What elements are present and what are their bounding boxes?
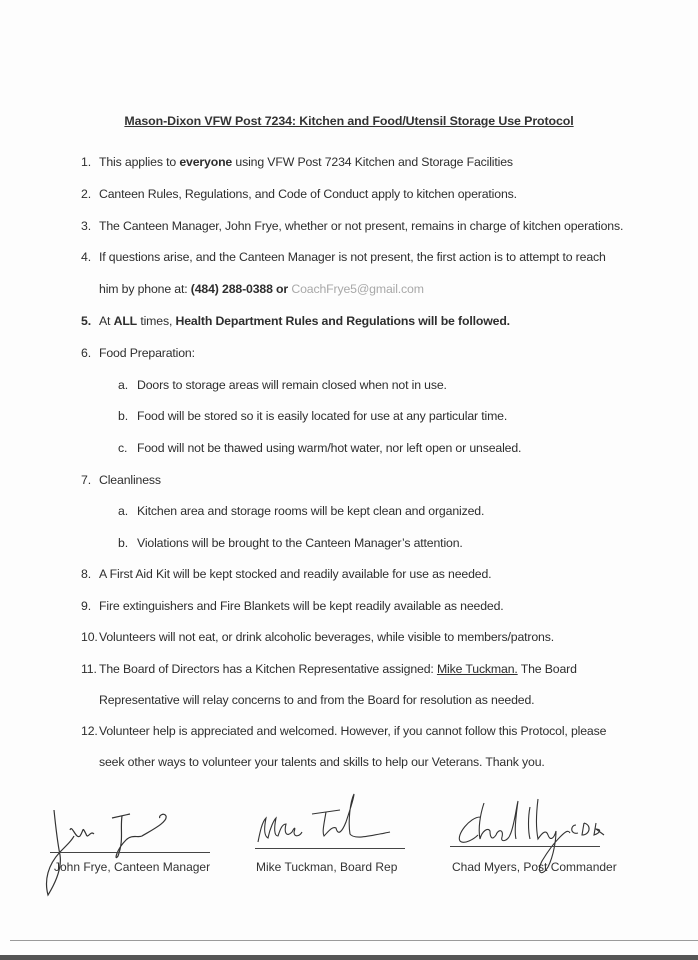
item-number: 1. [81, 155, 91, 169]
item-text: using VFW Post 7234 Kitchen and Storage Facilities [232, 155, 513, 169]
item-number: 4. [81, 250, 91, 264]
item-text: The Board [517, 662, 577, 676]
sub-item-letter: a. [118, 378, 128, 392]
signature-mike-tuckman [250, 792, 410, 852]
list-item-4-continuation [99, 282, 424, 296]
signature-line-2 [255, 848, 405, 849]
item-number: 6. [81, 346, 91, 360]
signature-john-frye [42, 800, 212, 900]
sub-item-text: Food will not be thawed using warm/hot water, nor left open or unsealed. [137, 441, 522, 455]
signature-line-3 [450, 846, 600, 847]
item-text: A First Aid Kit will be kept stocked and readily available for use as needed. [99, 567, 492, 581]
list-item-11-continuation [99, 693, 534, 707]
item-number: 7. [81, 473, 91, 487]
signature-label-board-rep: Mike Tuckman, Board Rep [256, 860, 398, 874]
item-bold-text: Health Department Rules and Regulations will be followed. [175, 314, 510, 328]
sub-item-text: Doors to storage areas will remain closed when not in use. [137, 378, 447, 392]
item-text: Representative will relay concerns to and from the Board for resolution as needed. [99, 693, 535, 707]
item-text: This applies to [99, 155, 180, 169]
item-number: 3. [81, 219, 91, 233]
item-number: 9. [81, 599, 91, 613]
item-text: Cleanliness [99, 473, 161, 487]
item-number: 11. [81, 662, 97, 676]
sub-item-text: Violations will be brought to the Canteen Manager’s attention. [137, 536, 463, 550]
item-text: seek other ways to volunteer your talents and skills to help our Veterans. Thank you. [99, 755, 545, 769]
item-number: 10. [81, 630, 98, 644]
signature-label-canteen-manager: John Frye, Canteen Manager [54, 860, 211, 874]
sub-item-text: Food will be stored so it is easily located for use at any particular time. [137, 409, 508, 423]
representative-name: Mike Tuckman. [436, 662, 518, 676]
item-text: Canteen Rules, Regulations, and Code of Conduct apply to kitchen operations. [99, 187, 517, 201]
item-number: 8. [81, 567, 91, 581]
footer-rule [10, 940, 698, 941]
item-text: The Canteen Manager, John Frye, whether or not present, remains in charge of kitchen operations. [99, 219, 624, 233]
item-number: 2. [81, 187, 91, 201]
item-text: Food Preparation: [99, 346, 195, 360]
document-title: Mason-Dixon VFW Post 7234: Kitchen and Food/Utensil Storage Use Protocol [124, 114, 574, 128]
sub-item-letter: b. [118, 409, 128, 423]
item-text: At [99, 314, 114, 328]
sub-item-text: Kitchen area and storage rooms will be kept clean and organized. [137, 504, 485, 518]
phone-number: (484) 288-0388 or [190, 282, 289, 296]
item-number: 5. [81, 314, 91, 328]
item-bold-text: ALL [113, 314, 138, 328]
scan-edge [0, 955, 698, 960]
item-number: 12. [81, 724, 98, 738]
item-text: If questions arise, and the Canteen Manager is not present, the first action is to attempt to reach [99, 250, 606, 264]
item-text: him by phone at: [99, 282, 191, 296]
item-text: The Board of Directors has a Kitchen Representative assigned: [99, 662, 437, 676]
sub-item-letter: c. [118, 441, 128, 455]
item-text: Volunteer help is appreciated and welcomed. However, if you cannot follow this Protocol, please [99, 724, 607, 738]
item-text: Volunteers will not eat, or drink alcoholic beverages, while visible to members/patrons. [99, 630, 554, 644]
item-text: times, [137, 314, 176, 328]
email-link[interactable]: CoachFrye5@gmail.com [291, 282, 424, 296]
sub-item-letter: b. [118, 536, 128, 550]
sub-item-letter: a. [118, 504, 128, 518]
signature-line-1 [50, 852, 210, 853]
item-text: Fire extinguishers and Fire Blankets will be kept readily available as needed. [99, 599, 504, 613]
item-bold-text: everyone [179, 155, 233, 169]
signature-label-post-commander: Chad Myers, Post Commander [452, 860, 617, 874]
list-item-12-continuation [99, 755, 545, 769]
